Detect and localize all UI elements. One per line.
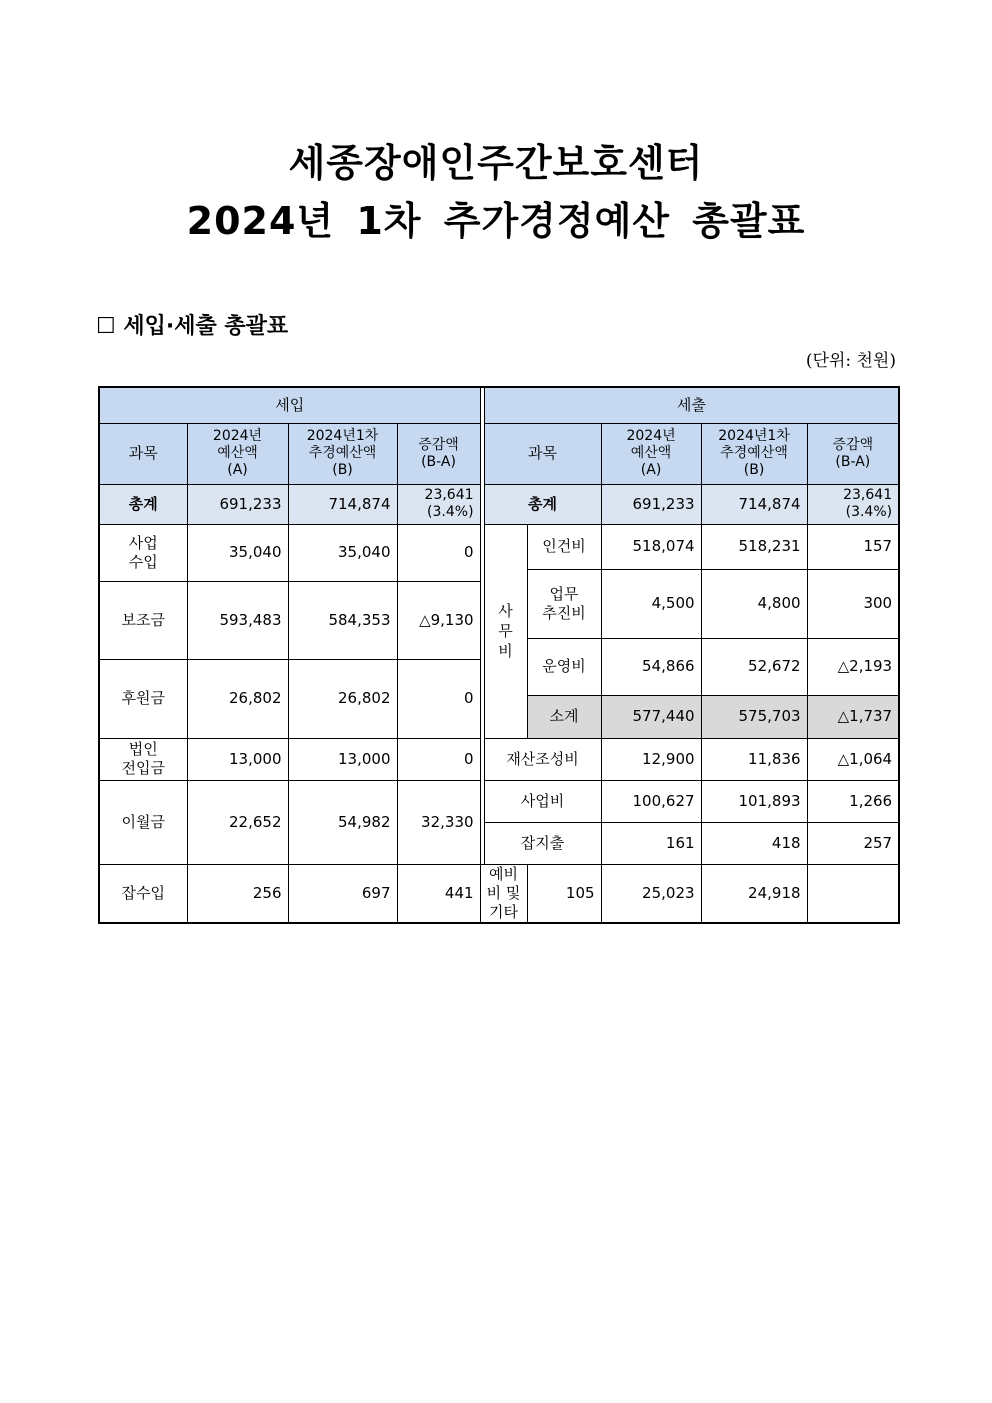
expense-row-label: 업무 추진비	[527, 569, 601, 638]
expense-row-a: 54,866	[601, 638, 701, 695]
income-row-diff: 441	[397, 864, 480, 923]
expense-row-label: 예비비 및 기타	[480, 864, 527, 923]
income-row-label: 사업 수입	[99, 524, 187, 581]
income-row-b: 584,353	[288, 581, 397, 659]
document-subtitle: 2024년 1차 추가경정예산 총괄표	[186, 199, 806, 243]
income-row-diff: △9,130	[397, 581, 480, 659]
income-row-label: 보조금	[99, 581, 187, 659]
income-diff-header: 증감액 (B-A)	[397, 423, 480, 484]
expense-diff-header: 증감액 (B-A)	[807, 423, 899, 484]
income-row-label: 법인 전입금	[99, 738, 187, 780]
income-row-label: 후원금	[99, 659, 187, 738]
expense-total-a: 691,233	[601, 484, 701, 524]
expense-row-b: 101,893	[701, 780, 807, 822]
income-row-a: 593,483	[187, 581, 288, 659]
expense-row-b: 11,836	[701, 738, 807, 780]
expense-item-header: 과목	[484, 423, 601, 484]
expense-row-diff: 300	[807, 569, 899, 638]
checkbox-icon: ☐	[96, 314, 116, 339]
income-total-b: 714,874	[288, 484, 397, 524]
income-row-b: 13,000	[288, 738, 397, 780]
office-expense-group-label: 사 무 비	[484, 524, 527, 738]
income-row-diff: 0	[397, 659, 480, 738]
expense-row-b: 52,672	[701, 638, 807, 695]
income-total-label: 총계	[99, 484, 187, 524]
section-heading	[96, 312, 288, 342]
expense-row-diff: 257	[807, 822, 899, 864]
expense-col-a-header: 2024년 예산액 (A)	[601, 423, 701, 484]
expense-row-diff: 157	[807, 524, 899, 569]
expense-row-diff: △2,193	[807, 638, 899, 695]
expense-row-a: 105	[527, 864, 601, 923]
expense-row-a: 100,627	[601, 780, 701, 822]
expense-subtotal-diff: △1,737	[807, 695, 899, 738]
expense-row-a: 518,074	[601, 524, 701, 569]
expense-row-b: 518,231	[701, 524, 807, 569]
expense-total-label: 총계	[484, 484, 601, 524]
income-item-header: 과목	[99, 423, 187, 484]
income-row-b: 35,040	[288, 524, 397, 581]
expense-header: 세출	[484, 387, 899, 423]
expense-row-diff: 24,918	[701, 864, 807, 923]
income-row-b: 26,802	[288, 659, 397, 738]
expense-subtotal-b: 575,703	[701, 695, 807, 738]
income-row-diff: 0	[397, 524, 480, 581]
income-row-label: 잡수입	[99, 864, 187, 923]
expense-row-a: 12,900	[601, 738, 701, 780]
expense-row-diff: △1,064	[807, 738, 899, 780]
income-row-a: 256	[187, 864, 288, 923]
income-row-diff: 0	[397, 738, 480, 780]
total-row	[99, 484, 899, 524]
income-total-a: 691,233	[187, 484, 288, 524]
expense-row-label: 사업비	[484, 780, 601, 822]
income-col-a-header: 2024년 예산액 (A)	[187, 423, 288, 484]
expense-subtotal-a: 577,440	[601, 695, 701, 738]
expense-subtotal-label: 소계	[527, 695, 601, 738]
income-row-a: 26,802	[187, 659, 288, 738]
income-row-diff: 32,330	[397, 780, 480, 864]
expense-row-b: 25,023	[601, 864, 701, 923]
unit-label: (단위: 천원)	[805, 351, 896, 371]
section-title: 세입·세출 총괄표	[123, 314, 289, 339]
income-row-a: 35,040	[187, 524, 288, 581]
budget-summary-table	[98, 386, 900, 924]
income-row-b: 54,982	[288, 780, 397, 864]
income-row-a: 22,652	[187, 780, 288, 864]
expense-row-a: 4,500	[601, 569, 701, 638]
income-total-diff: 23,641 (3.4%)	[397, 484, 480, 524]
expense-row-b: 418	[701, 822, 807, 864]
income-row-a: 13,000	[187, 738, 288, 780]
expense-row-b: 4,800	[701, 569, 807, 638]
expense-total-b: 714,874	[701, 484, 807, 524]
expense-row-diff: 1,266	[807, 780, 899, 822]
expense-row-a: 161	[601, 822, 701, 864]
income-row-label: 이월금	[99, 780, 187, 864]
expense-row-label: 인건비	[527, 524, 601, 569]
income-header: 세입	[99, 387, 480, 423]
income-row-b: 697	[288, 864, 397, 923]
expense-col-b-header: 2024년1차 추경예산액 (B)	[701, 423, 807, 484]
document-title: 세종장애인주간보호센터	[288, 141, 704, 185]
expense-row-label: 운영비	[527, 638, 601, 695]
income-col-b-header: 2024년1차 추경예산액 (B)	[288, 423, 397, 484]
expense-row-label: 재산조성비	[484, 738, 601, 780]
expense-total-diff: 23,641 (3.4%)	[807, 484, 899, 524]
expense-row-label: 잡지출	[484, 822, 601, 864]
